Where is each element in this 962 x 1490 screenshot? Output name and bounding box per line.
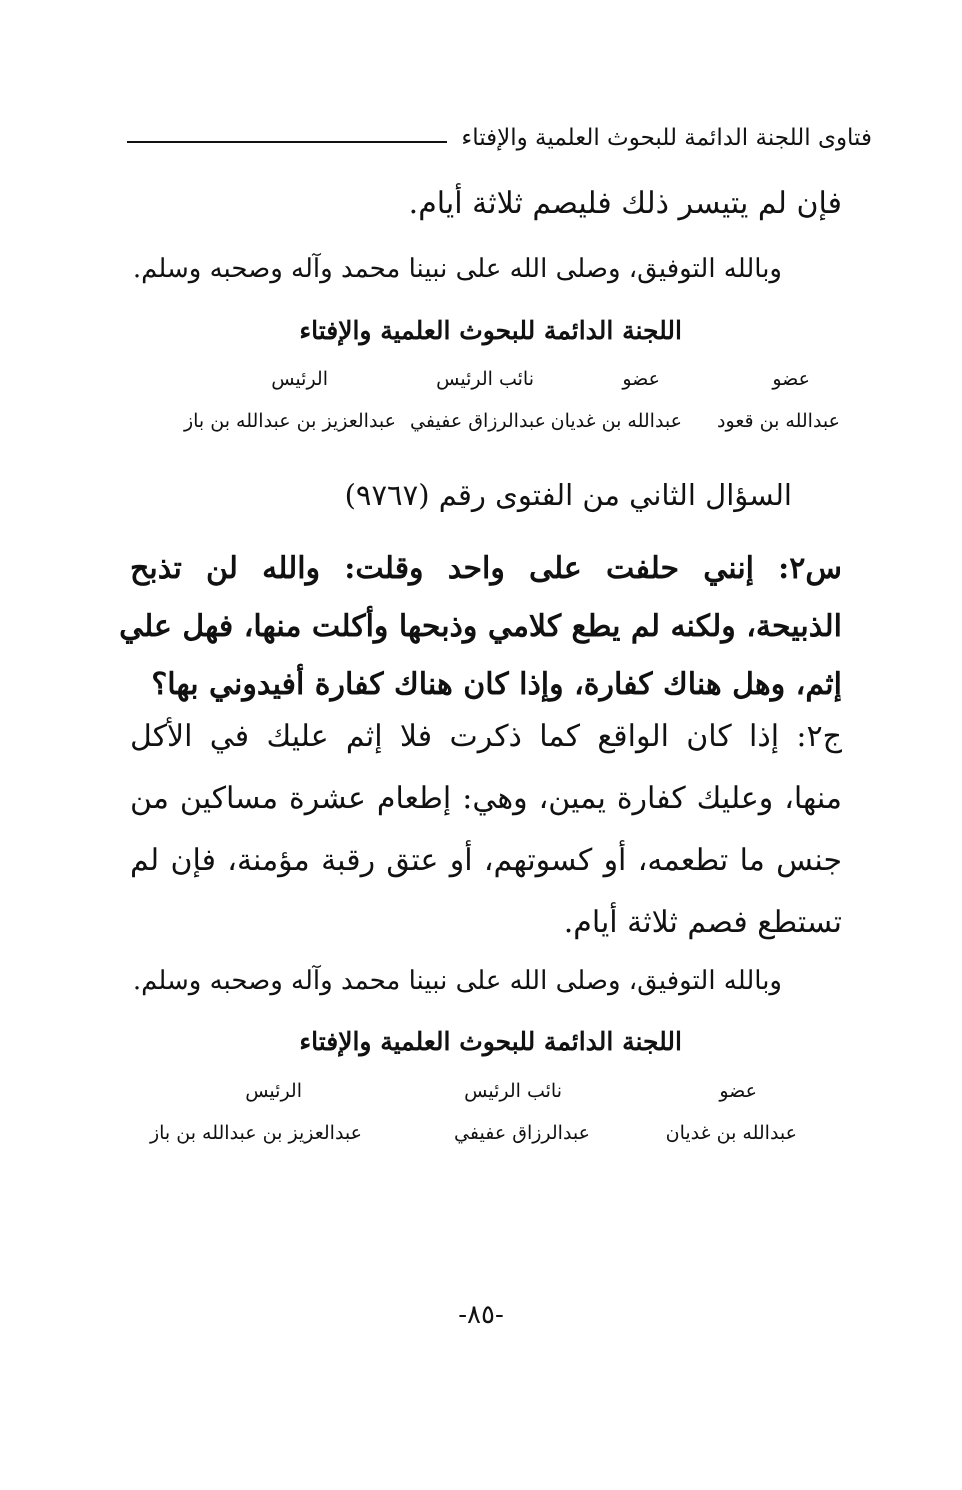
question-line: الذبيحة، ولكنه لم يطع كلامي وذبحها وأكلت منها، فهل علي — [119, 609, 842, 644]
answer-paragraph — [130, 706, 842, 954]
name-member: عبدالله بن غديان — [665, 1122, 797, 1144]
header-title: فتاوى اللجنة الدائمة للبحوث العلمية والإفتاء — [461, 125, 872, 151]
page-number: -٨٥- — [458, 1300, 504, 1330]
signature-names-2 — [0, 1122, 962, 1152]
committee-title-1: اللجنة الدائمة للبحوث العلمية والإفتاء — [299, 316, 682, 345]
name-deputy: عبدالرزاق عفيفي — [454, 1122, 590, 1144]
answer-line: جنس ما تطعمه، أو كسوتهم، أو عتق رقبة مؤمنة، فإن لم — [130, 843, 843, 878]
name-deputy: عبدالرزاق عفيفي — [410, 410, 546, 432]
role-member-1: عضو — [772, 368, 810, 390]
answer-line: منها، وعليك كفارة يمين، وهي: إطعام عشرة مساكين من — [130, 781, 842, 816]
running-header — [127, 118, 872, 158]
role-member-2: عضو — [622, 368, 660, 390]
question-line: س٢: إنني حلفت على واحد وقلت: والله لن تذبح — [130, 551, 842, 586]
role-deputy: نائب الرئيس — [464, 1080, 562, 1102]
role-chairman: الرئيس — [245, 1080, 302, 1102]
signature-roles-1 — [0, 368, 962, 398]
name-member-1: عبدالله بن قعود — [717, 410, 840, 432]
question-line: إثم، وهل هناك كفارة، وإذا كان هناك كفارة أفيدوني بها؟ — [151, 667, 842, 702]
signature-roles-2 — [0, 1080, 962, 1110]
question-paragraph — [119, 540, 842, 714]
committee-title-2: اللجنة الدائمة للبحوث العلمية والإفتاء — [299, 1027, 682, 1056]
role-chairman: الرئيس — [271, 368, 328, 390]
header-rule — [127, 141, 447, 143]
role-member: عضو — [719, 1080, 757, 1102]
intro-line: فإن لم يتيسر ذلك فليصم ثلاثة أيام. — [408, 186, 842, 221]
signature-names-1 — [0, 410, 962, 440]
closing-line-1: وبالله التوفيق، وصلى الله على نبينا محمد وآله وصحبه وسلم. — [132, 254, 782, 284]
answer-line: ج٢: إذا كان الواقع كما ذكرت فلا إثم عليك في الأكل — [130, 719, 842, 754]
answer-line: تستطع فصم ثلاثة أيام. — [563, 905, 842, 940]
question-heading: السؤال الثاني من الفتوى رقم (٩٧٦٧) — [344, 478, 792, 512]
name-member-2: عبدالله بن غديان — [550, 410, 682, 432]
name-chairman: عبدالعزيز بن عبدالله بن باز — [149, 1122, 362, 1144]
name-chairman: عبدالعزيز بن عبدالله بن باز — [183, 410, 396, 432]
closing-line-2: وبالله التوفيق، وصلى الله على نبينا محمد وآله وصحبه وسلم. — [132, 966, 782, 996]
role-deputy: نائب الرئيس — [436, 368, 534, 390]
